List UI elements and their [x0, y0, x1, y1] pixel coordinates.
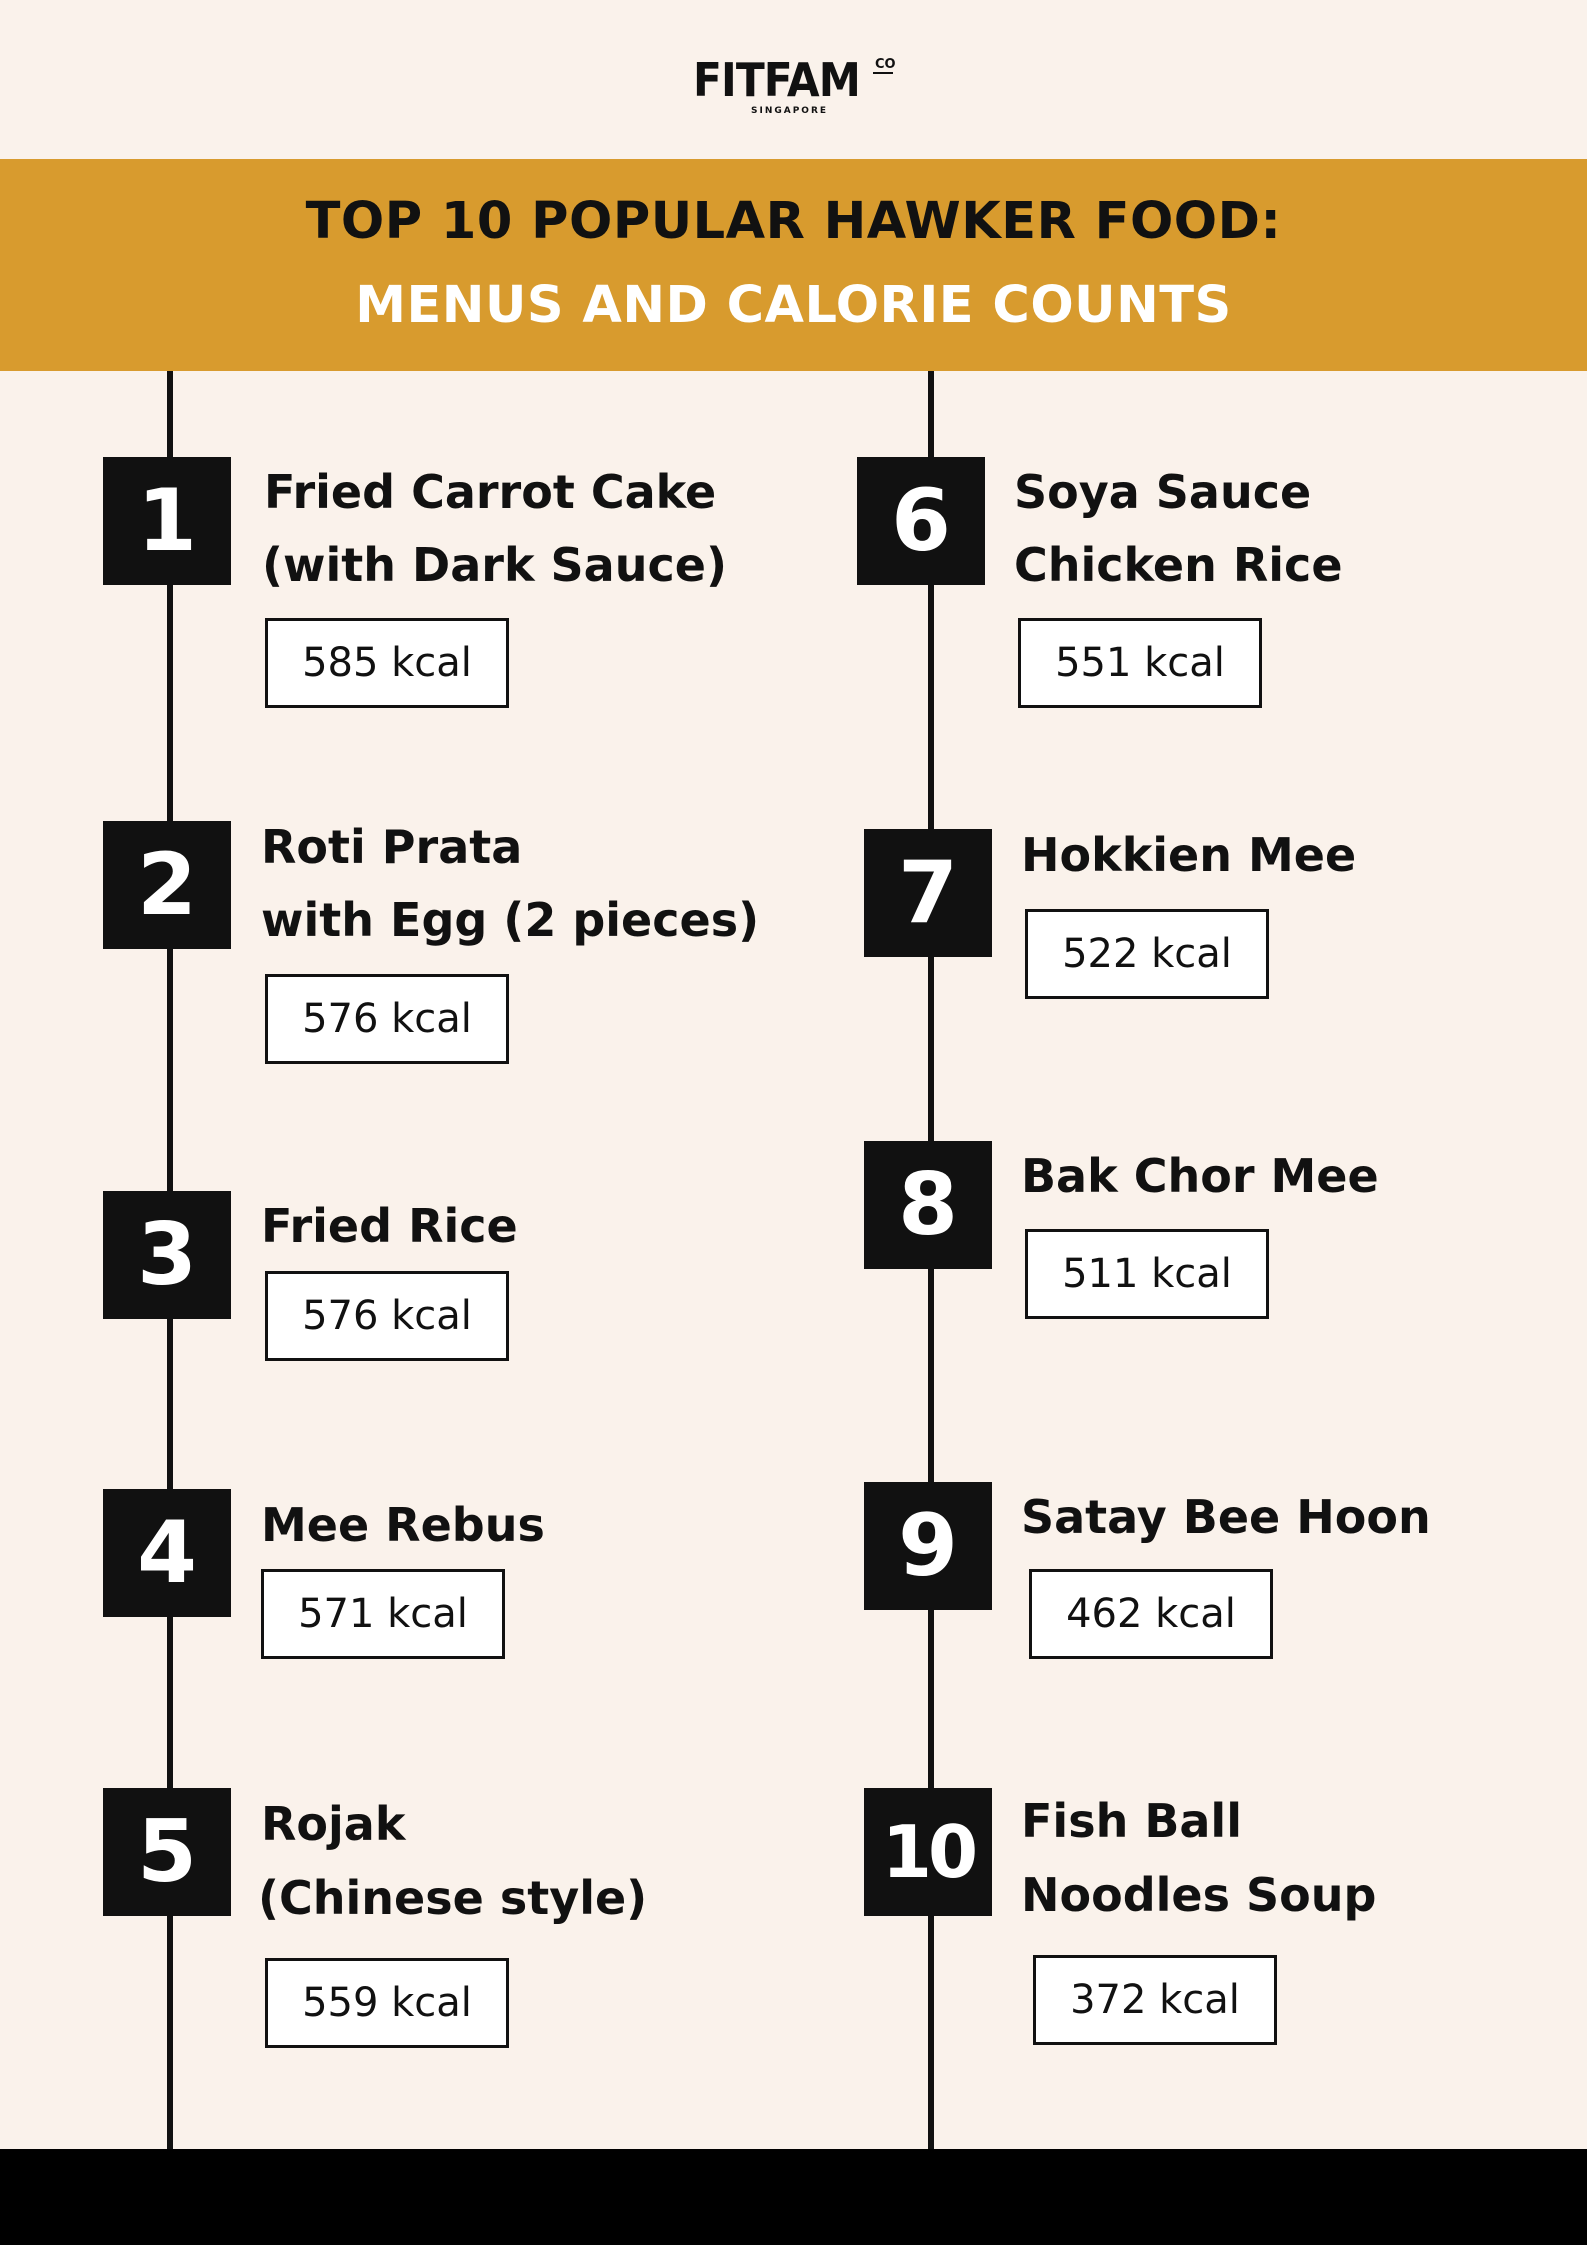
logo-subtitle: SINGAPORE [751, 106, 829, 116]
item-name-2-line1: Roti Prata [261, 820, 523, 874]
page-title: TOP 10 POPULAR HAWKER FOOD: [305, 192, 1282, 251]
rank-badge-9: 9 [864, 1482, 992, 1610]
item-name-1-line1: Fried Carrot Cake [264, 465, 717, 519]
footer-bar [0, 2149, 1587, 2245]
item-name-9-line1: Satay Bee Hoon [1021, 1490, 1431, 1544]
item-name-5-line1: Rojak [261, 1797, 406, 1851]
item-name-4-line1: Mee Rebus [261, 1498, 545, 1552]
rank-badge-4: 4 [103, 1489, 231, 1617]
rank-badge-7: 7 [864, 829, 992, 957]
logo-underline [873, 72, 893, 74]
kcal-box-9: 462 kcal [1029, 1569, 1273, 1659]
item-name-6-line1: Soya Sauce [1014, 465, 1312, 519]
logo-superscript: CO [875, 57, 896, 72]
rank-badge-5: 5 [103, 1788, 231, 1916]
rank-badge-10: 10 [864, 1788, 992, 1916]
rank-badge-2: 2 [103, 821, 231, 949]
title-banner [0, 159, 1587, 371]
kcal-box-7: 522 kcal [1025, 909, 1269, 999]
logo-wordmark: FITFAM [693, 53, 860, 107]
kcal-box-2: 576 kcal [265, 974, 509, 1064]
kcal-box-5: 559 kcal [265, 1958, 509, 2048]
rank-badge-8: 8 [864, 1141, 992, 1269]
item-name-3-line1: Fried Rice [261, 1199, 518, 1253]
rank-badge-1: 1 [103, 457, 231, 585]
item-name-8-line1: Bak Chor Mee [1021, 1149, 1379, 1203]
item-name-10-line2: Noodles Soup [1021, 1868, 1377, 1922]
item-name-7-line1: Hokkien Mee [1021, 828, 1357, 882]
rank-badge-3: 3 [103, 1191, 231, 1319]
kcal-box-4: 571 kcal [261, 1569, 505, 1659]
item-name-2-line2: with Egg (2 pieces) [261, 893, 760, 947]
kcal-box-1: 585 kcal [265, 618, 509, 708]
item-name-5-line2: (Chinese style) [258, 1871, 648, 1925]
rank-badge-6: 6 [857, 457, 985, 585]
page-subtitle: MENUS AND CALORIE COUNTS [355, 276, 1232, 335]
kcal-box-3: 576 kcal [265, 1271, 509, 1361]
item-name-10-line1: Fish Ball [1021, 1794, 1242, 1848]
kcal-box-10: 372 kcal [1033, 1955, 1277, 2045]
fitfam-logo [693, 52, 896, 122]
kcal-box-6: 551 kcal [1018, 618, 1262, 708]
item-name-6-line2: Chicken Rice [1014, 538, 1343, 592]
kcal-box-8: 511 kcal [1025, 1229, 1269, 1319]
item-name-1-line2: (with Dark Sauce) [262, 538, 727, 592]
